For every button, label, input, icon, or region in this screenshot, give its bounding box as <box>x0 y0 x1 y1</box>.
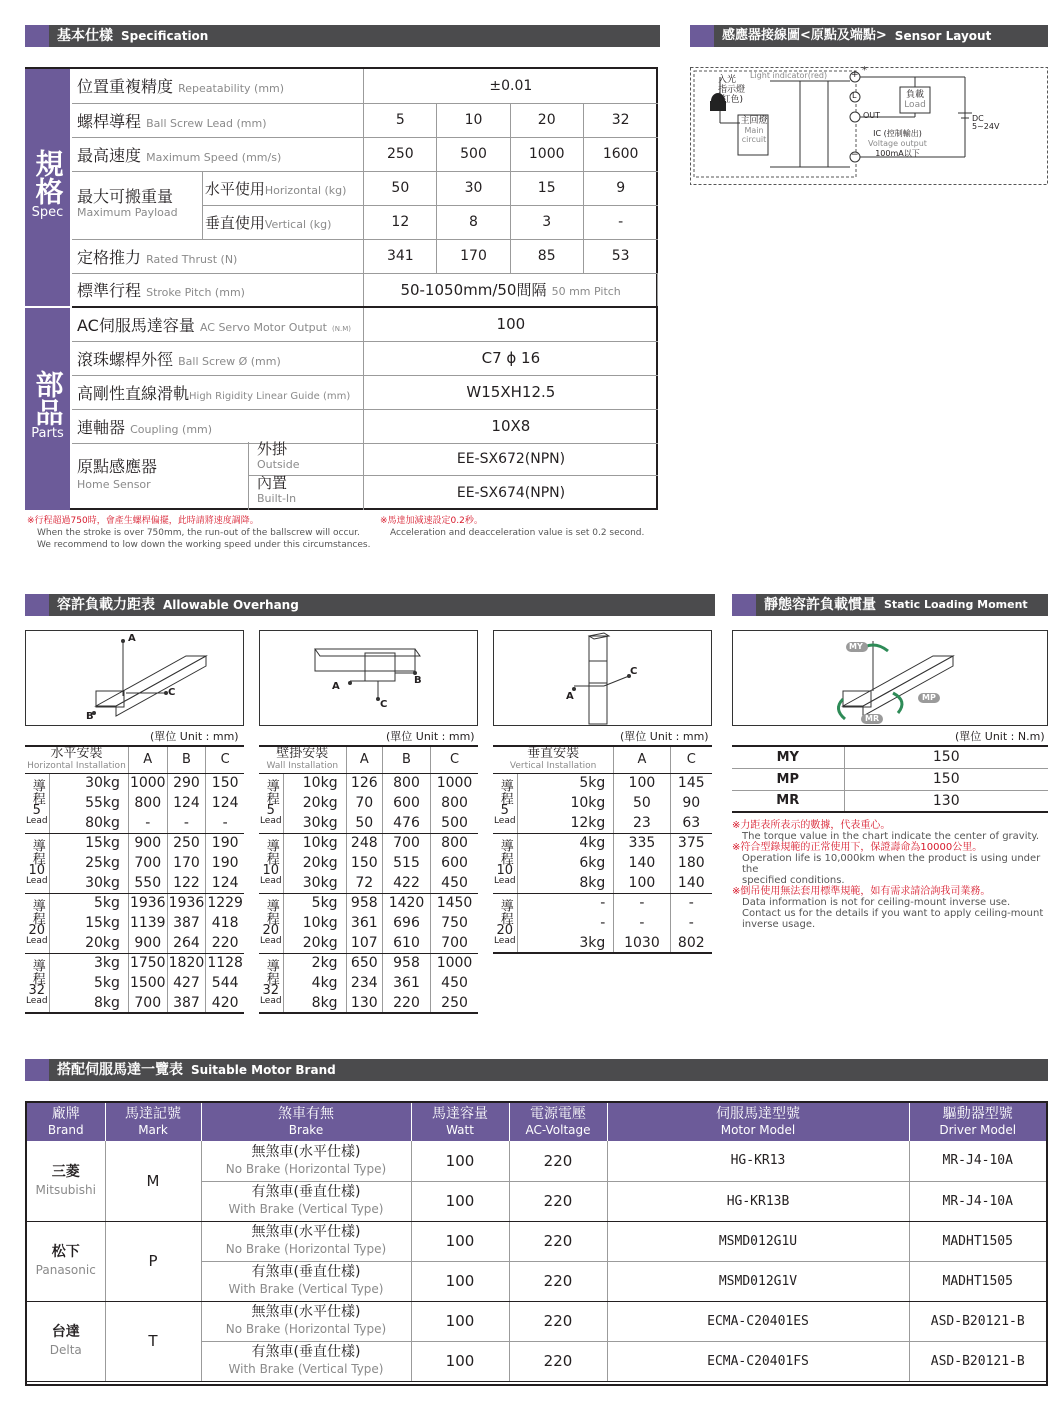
mark-cell: T <box>105 1301 201 1381</box>
voltage-cell: 220 <box>509 1261 607 1301</box>
row-vertical: 垂直使用Vertical (kg) 12 8 3 - <box>72 205 658 239</box>
load-cell: 20kg <box>49 933 128 953</box>
value-cell: 361 <box>382 973 430 993</box>
row-horizontal: 最大可搬重量 Maximum Payload 水平使用Horizontal (kg) 50 30 15 9 <box>72 171 658 205</box>
value-cell: 90 <box>670 793 712 813</box>
value-cell: 387 <box>167 993 206 1013</box>
value-cell: 50 <box>346 813 382 833</box>
brake-cell: 無煞車(水平仕樣) No Brake (Horizontal Type) <box>201 1221 411 1261</box>
brake-cell: 有煞車(垂直仕樣) With Brake (Vertical Type) <box>201 1261 411 1301</box>
moment-section-header: 靜態容許負載慣量 Static Loading Moment <box>732 594 1048 616</box>
unit-wall: (單位 Unit : mm) <box>386 730 475 743</box>
value-cell: 140 <box>670 873 712 893</box>
load-cell: 8kg <box>283 993 346 1013</box>
value-cell: 1936 <box>128 893 167 913</box>
value-cell: 234 <box>346 973 382 993</box>
table-row <box>259 993 478 1013</box>
horizontal-overhang-table <box>25 745 244 1014</box>
install-type-header: 壁掛安裝 Wall Installation <box>259 746 346 773</box>
table-row <box>493 793 712 813</box>
load-cell: - <box>600 895 606 912</box>
table-row <box>259 913 478 933</box>
brand-cell: 松下 Panasonic <box>27 1221 105 1301</box>
driver-model-cell: MADHT1505 <box>909 1221 1046 1261</box>
table-row <box>27 1301 1046 1341</box>
driver-model-cell: MR-J4-10A <box>909 1141 1046 1181</box>
column-header-col_b: B <box>382 746 430 773</box>
watt-cell: 100 <box>411 1221 509 1261</box>
value-cell: 63 <box>670 813 712 833</box>
load-cell: 20kg <box>302 855 338 871</box>
value-cell: 900 <box>128 833 167 853</box>
lead-group-label: 導程 10 Lead <box>25 833 49 893</box>
table-row <box>732 746 1048 768</box>
value-cell: 72 <box>346 873 382 893</box>
value-cell: 1229 <box>206 893 244 913</box>
header-cell: 馬達記號 Mark <box>105 1103 201 1141</box>
table-row <box>259 853 478 873</box>
table-row <box>732 790 1048 812</box>
value-cell: 800 <box>431 833 478 853</box>
column-header-col_b: B <box>167 746 206 773</box>
value-cell: 150 <box>346 853 382 873</box>
load-cell: 10kg <box>570 795 606 811</box>
lead-group-label: 導程 5 Lead <box>493 773 517 833</box>
value-cell: 130 <box>346 993 382 1013</box>
voltage-cell: 220 <box>509 1181 607 1221</box>
moment-axis-cell: MY <box>732 746 844 768</box>
unit-vertical: (單位 Unit : mm) <box>620 730 709 743</box>
value-cell: 190 <box>206 833 244 853</box>
value-cell: 450 <box>431 973 478 993</box>
unit-moment: (單位 Unit : N.m) <box>955 730 1045 743</box>
horizontal-actuator-svg <box>26 631 245 727</box>
load-cell: - <box>600 915 606 931</box>
lead-group-label: 導程 20 Lead <box>493 893 517 953</box>
value-cell: 610 <box>382 933 430 953</box>
column-header-col_a: A <box>614 746 670 773</box>
watt-cell: 100 <box>411 1141 509 1181</box>
lead-group-label: 導程 20 Lead <box>259 893 283 953</box>
load-cell: 15kg <box>85 915 120 931</box>
motor-model-cell: HG-KR13 <box>607 1141 909 1181</box>
horizontal-table-grid <box>25 745 244 1014</box>
load-cell: 3kg <box>517 933 614 953</box>
value-cell: 1450 <box>431 893 478 913</box>
value-cell: 126 <box>346 773 382 793</box>
value-cell: 700 <box>128 853 167 873</box>
sensor-section-header: 感應器接線圖<原點及端點> Sensor Layout <box>690 25 1048 47</box>
value-cell: 387 <box>167 913 206 933</box>
value-cell: 124 <box>167 793 206 813</box>
value-cell: 1936 <box>167 893 206 913</box>
value-cell: 145 <box>670 773 712 793</box>
group-spec: 規格 Spec <box>25 69 70 306</box>
value-cell: 220 <box>206 933 244 953</box>
voltage-cell: 220 <box>509 1221 607 1261</box>
brake-cell: 有煞車(垂直仕樣) With Brake (Vertical Type) <box>201 1341 411 1381</box>
row-home-sensor: 原點感應器 Home Sensor 外掛 Outside 內置 Built-In EE-SX672(NPN) EE-SX674(NPN) <box>72 442 658 510</box>
table-row <box>493 833 712 853</box>
motor-model-cell: ECMA-C20401ES <box>607 1301 909 1341</box>
lead-group-label: 導程 20 Lead <box>25 893 49 953</box>
value-cell: 170 <box>167 853 206 873</box>
value-cell: 900 <box>128 933 167 953</box>
value-cell: - <box>206 813 244 833</box>
value-cell: 600 <box>431 853 478 873</box>
mark-cell: P <box>105 1221 201 1301</box>
value-cell: 650 <box>346 953 382 973</box>
group-parts: 部品 Parts <box>25 308 70 510</box>
wall-diagram: A B C <box>259 630 478 726</box>
row-repeatability: 位置重複精度 Repeatability (mm) ±0.01 <box>72 69 658 103</box>
value-cell: 140 <box>614 853 670 873</box>
brake-cell: 無煞車(水平仕樣) No Brake (Horizontal Type) <box>201 1141 411 1181</box>
install-type-header: 垂直安裝 Vertical Installation <box>493 746 614 773</box>
load-cell: 2kg <box>311 955 338 972</box>
value-cell: 23 <box>614 813 670 833</box>
value-cell: 100 <box>614 873 670 893</box>
header-cell: 馬達容量 Watt <box>411 1103 509 1141</box>
row-max-speed: 最高速度 Maximum Speed (mm/s) 250 500 1000 1600 <box>72 137 658 171</box>
table-row <box>259 953 478 973</box>
column-header-col_c: C <box>431 746 478 773</box>
motor-model-cell: MSMD012G1U <box>607 1221 909 1261</box>
table-row <box>25 813 244 833</box>
lead-group-label: 導程 10 Lead <box>259 833 283 893</box>
table-row <box>493 913 712 933</box>
value-cell: 696 <box>382 913 430 933</box>
wall-table-grid <box>259 745 478 1014</box>
load-cell: 5kg <box>579 775 606 792</box>
load-cell: 20kg <box>302 795 338 811</box>
driver-model-cell: MADHT1505 <box>909 1261 1046 1301</box>
lead-group-label: 導程 10 Lead <box>493 833 517 893</box>
motor-model-cell: ECMA-C20401FS <box>607 1341 909 1381</box>
table-row <box>259 893 478 913</box>
value-cell: 800 <box>382 773 430 793</box>
table-row <box>493 933 712 953</box>
value-cell: - <box>167 813 206 833</box>
table-header-row <box>259 746 478 773</box>
value-cell: - <box>614 893 670 913</box>
value-cell: 700 <box>382 833 430 853</box>
motor-table-grid <box>27 1103 1046 1382</box>
load-cell: 80kg <box>49 813 128 833</box>
value-cell: 800 <box>431 793 478 813</box>
brake-cell: 有煞車(垂直仕樣) With Brake (Vertical Type) <box>201 1181 411 1221</box>
sensor-wiring-diagram: Light indicator(red) 入光 指示燈 (紅色) 主回燈 Main circuit 負載 Load OUT IC (控制輸出) Voltage output 100mA以下 DC 5~24V + − L * <box>690 63 1048 185</box>
voltage-cell: 220 <box>509 1301 607 1341</box>
value-cell: 1820 <box>167 953 206 973</box>
value-cell: - <box>128 813 167 833</box>
watt-cell: 100 <box>411 1181 509 1221</box>
voltage-cell: 220 <box>509 1141 607 1181</box>
brand-cell: 台達 Delta <box>27 1301 105 1381</box>
row-motor: AC伺服馬達容量 AC Servo Motor Output (N.M) 100 <box>72 307 658 341</box>
load-cell: 5kg <box>94 895 120 912</box>
table-row <box>493 773 712 793</box>
table-row <box>259 873 478 893</box>
watt-cell: 100 <box>411 1261 509 1301</box>
table-row <box>493 893 712 913</box>
table-row <box>25 873 244 893</box>
value-cell: 1139 <box>129 915 166 931</box>
row-stroke: 標準行程 Stroke Pitch (mm) 50-1050mm/50間隔 50 mm Pitch <box>72 273 658 307</box>
spec-table <box>25 67 658 510</box>
value-cell: 361 <box>346 913 382 933</box>
load-cell: 8kg <box>517 873 614 893</box>
value-cell: 190 <box>206 853 244 873</box>
load-cell: 15kg <box>85 835 120 852</box>
load-cell: 10kg <box>302 835 338 852</box>
header-cell: 煞車有無 Brake <box>201 1103 411 1141</box>
moment-actuator-svg <box>733 631 1049 727</box>
spec-grid <box>72 69 658 444</box>
load-cell: 10kg <box>302 915 338 931</box>
spec-note-2: ※馬達加減速設定0.2秒。 Acceleration and deacceleration value is set 0.2 second. <box>380 516 645 538</box>
spec-note-1: ※行程超過750時，會產生螺桿偏擺，此時請將速度調降。 When the stroke is over 750mm, the run-out of the ballscrew will occur. We recommend to low down the working speed under this circumstances. <box>27 516 371 550</box>
value-cell: 70 <box>346 793 382 813</box>
value-cell: 180 <box>670 853 712 873</box>
load-cell: 12kg <box>517 813 614 833</box>
value-cell: 122 <box>167 873 206 893</box>
vertical-diagram: A C <box>493 630 712 726</box>
load-cell: 3kg <box>94 955 120 972</box>
unit-horizontal: (單位 Unit : mm) <box>150 730 239 743</box>
moment-table-grid <box>732 745 1048 813</box>
lead-group-label: 導程 5 Lead <box>25 773 49 833</box>
value-cell: 600 <box>382 793 430 813</box>
load-cell: 25kg <box>85 855 120 871</box>
row-coupling: 連軸器 Coupling (mm) 10X8 <box>72 409 658 443</box>
table-row <box>259 773 478 793</box>
value-cell: 290 <box>167 773 206 793</box>
load-cell: 30kg <box>85 775 120 792</box>
install-type-header: 水平安裝 Horizontal Installation <box>25 746 128 773</box>
overhang-section-header: 容許負載力距表 Allowable Overhang <box>25 594 715 616</box>
motors-section-header: 搭配伺服馬達一覽表 Suitable Motor Brand <box>25 1059 1048 1081</box>
value-cell: 420 <box>206 993 244 1013</box>
value-cell: - <box>670 913 712 933</box>
value-cell: 958 <box>346 893 382 913</box>
moment-axis-cell: MR <box>732 790 844 812</box>
table-row <box>27 1141 1046 1181</box>
watt-cell: 100 <box>411 1341 509 1381</box>
value-cell: 1750 <box>128 953 167 973</box>
moment-value-cell: 150 <box>844 746 1048 768</box>
value-cell: 476 <box>382 813 430 833</box>
value-cell: 1000 <box>128 773 167 793</box>
load-cell: 10kg <box>302 775 338 792</box>
load-cell: 6kg <box>579 855 606 871</box>
table-row <box>259 933 478 953</box>
table-row <box>259 793 478 813</box>
header-cell: 伺服馬達型號 Motor Model <box>607 1103 909 1141</box>
table-row <box>493 873 712 893</box>
load-cell: 55kg <box>85 795 120 811</box>
driver-model-cell: ASD-B20121-B <box>909 1341 1046 1381</box>
column-header-col_a: A <box>128 746 167 773</box>
table-row <box>493 853 712 873</box>
load-cell: 4kg <box>311 975 338 991</box>
header-cell: 電源電壓 AC-Voltage <box>509 1103 607 1141</box>
row-lead: 螺桿導程 Ball Screw Lead (mm) 5 10 20 32 <box>72 103 658 137</box>
load-cell: 30kg <box>283 873 346 893</box>
driver-model-cell: MR-J4-10A <box>909 1181 1046 1221</box>
value-cell: 1000 <box>431 773 478 793</box>
row-ballscrew: 滾珠螺桿外徑 Ball Screw Ø (mm) C7 ϕ 16 <box>72 341 658 375</box>
value-cell: 427 <box>167 973 206 993</box>
value-cell: 700 <box>431 933 478 953</box>
value-cell: 150 <box>206 773 244 793</box>
table-row <box>25 913 244 933</box>
wall-overhang-table <box>259 745 478 1014</box>
moment-value-cell: 150 <box>844 768 1048 790</box>
moment-diagram: MY MP MR <box>732 630 1048 726</box>
driver-model-cell: ASD-B20121-B <box>909 1301 1046 1341</box>
value-cell: 800 <box>128 793 167 813</box>
value-cell: 248 <box>346 833 382 853</box>
wall-actuator-svg <box>260 631 479 727</box>
value-cell: 107 <box>346 933 382 953</box>
header-cell: 驅動器型號 Driver Model <box>909 1103 1046 1141</box>
value-cell: 264 <box>167 933 206 953</box>
load-cell: 5kg <box>311 895 338 912</box>
lead-group-label: 導程 5 Lead <box>259 773 283 833</box>
value-cell: 700 <box>128 993 167 1013</box>
value-cell: 1000 <box>431 953 478 973</box>
table-header-row <box>27 1103 1046 1141</box>
value-cell: 250 <box>167 833 206 853</box>
row-thrust: 定格推力 Rated Thrust (N) 341 170 85 53 <box>72 239 658 273</box>
load-cell: 5kg <box>94 975 120 991</box>
table-header-row <box>493 746 712 773</box>
mark-cell: M <box>105 1141 201 1221</box>
load-cell: 4kg <box>579 835 606 852</box>
moment-axis-cell: MP <box>732 768 844 790</box>
table-row <box>25 833 244 853</box>
table-row <box>732 768 1048 790</box>
column-header-col_c: C <box>206 746 244 773</box>
value-cell: 802 <box>670 933 712 953</box>
moment-notes: ※力距表所表示的數據，代表重心。 The torque value in the chart indicate the center of gravity. ※符合型錄規範的正常使用下，保證壽命為10000公里。 Operation life is 10,000km when the product is using under the specified conditions. ※倒吊使用無法套用標準規範，如有需求請洽詢我司業務。 Data information is not for ceiling-mount inverse use. Contact us for the details if you want to apply ceiling-mount inverse usage. <box>732 820 1044 930</box>
value-cell: 1128 <box>206 953 244 973</box>
horizontal-diagram: A C B <box>25 630 244 726</box>
watt-cell: 100 <box>411 1301 509 1341</box>
table-row <box>25 773 244 793</box>
load-cell: 8kg <box>49 993 128 1013</box>
table-row <box>25 933 244 953</box>
value-cell: - <box>614 913 670 933</box>
table-row <box>259 813 478 833</box>
value-cell: - <box>670 893 712 913</box>
value-cell: 500 <box>431 813 478 833</box>
motor-model-cell: MSMD012G1V <box>607 1261 909 1301</box>
vertical-actuator-svg <box>494 631 713 727</box>
value-cell: 450 <box>431 873 478 893</box>
value-cell: 1500 <box>129 975 166 991</box>
value-cell: 1420 <box>382 893 430 913</box>
value-cell: 958 <box>382 953 430 973</box>
value-cell: 544 <box>206 973 244 993</box>
table-row <box>27 1221 1046 1261</box>
value-cell: 124 <box>206 873 244 893</box>
table-row <box>259 833 478 853</box>
moment-table <box>732 745 1048 813</box>
table-row <box>25 953 244 973</box>
value-cell: 220 <box>382 993 430 1013</box>
table-row <box>25 793 244 813</box>
row-guide: 高剛性直線滑軌High Rigidity Linear Guide (mm) W15XH12.5 <box>72 375 658 409</box>
brand-cell: 三菱 Mitsubishi <box>27 1141 105 1221</box>
spec-section-header: 基本仕樣 Specification <box>25 25 660 47</box>
column-header-col_a: A <box>346 746 382 773</box>
table-row <box>25 853 244 873</box>
value-cell: 335 <box>614 833 670 853</box>
value-cell: 250 <box>431 993 478 1013</box>
value-cell: 100 <box>614 773 670 793</box>
load-cell: 20kg <box>283 933 346 953</box>
header-cell: 廠牌 Brand <box>27 1103 105 1141</box>
lead-group-label: 導程 32 Lead <box>259 953 283 1013</box>
load-cell: 30kg <box>49 873 128 893</box>
table-row <box>259 973 478 993</box>
value-cell: 50 <box>614 793 670 813</box>
motor-model-cell: HG-KR13B <box>607 1181 909 1221</box>
lead-group-label: 導程 32 Lead <box>25 953 49 1013</box>
value-cell: 418 <box>206 913 244 933</box>
value-cell: 515 <box>382 853 430 873</box>
column-header-col_c: C <box>670 746 712 773</box>
value-cell: 375 <box>670 833 712 853</box>
table-header-row <box>25 746 244 773</box>
motor-table <box>25 1101 1048 1386</box>
value-cell: 1030 <box>614 933 670 953</box>
load-cell: 30kg <box>283 813 346 833</box>
table-row <box>25 973 244 993</box>
vertical-table-grid <box>493 745 712 954</box>
value-cell: 422 <box>382 873 430 893</box>
voltage-cell: 220 <box>509 1341 607 1381</box>
value-cell: 124 <box>206 793 244 813</box>
vertical-overhang-table <box>493 745 712 954</box>
table-row <box>493 813 712 833</box>
table-row <box>25 893 244 913</box>
table-row <box>25 993 244 1013</box>
brake-cell: 無煞車(水平仕樣) No Brake (Horizontal Type) <box>201 1301 411 1341</box>
moment-value-cell: 130 <box>844 790 1048 812</box>
value-cell: 750 <box>431 913 478 933</box>
value-cell: 550 <box>128 873 167 893</box>
